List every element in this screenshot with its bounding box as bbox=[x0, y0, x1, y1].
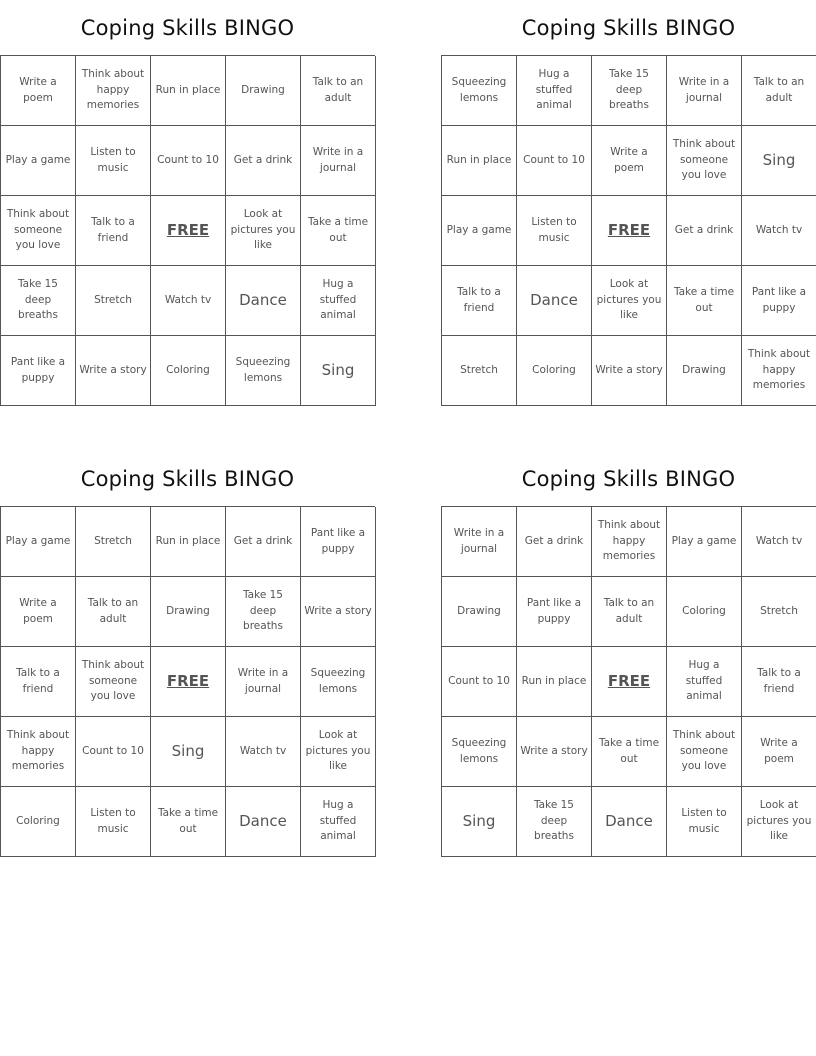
bingo-cell: Count to 10 bbox=[151, 126, 226, 196]
bingo-cell: Think about happy memories bbox=[1, 717, 76, 787]
bingo-cell: Sing bbox=[742, 126, 816, 196]
bingo-cell: Pant like a puppy bbox=[742, 266, 816, 336]
bingo-cell: Get a drink bbox=[517, 507, 592, 577]
bingo-cell: Take a time out bbox=[151, 787, 226, 857]
bingo-cell: Write in a journal bbox=[226, 647, 301, 717]
card-title: Coping Skills BINGO bbox=[80, 16, 295, 40]
bingo-cell: Take a time out bbox=[667, 266, 742, 336]
bingo-cell: Sing bbox=[301, 336, 376, 406]
free-space-cell: FREE bbox=[151, 647, 226, 717]
bingo-cell: Stretch bbox=[442, 336, 517, 406]
bingo-cell: Write a poem bbox=[1, 577, 76, 647]
bingo-card-2 bbox=[441, 0, 816, 406]
bingo-cell: Listen to music bbox=[667, 787, 742, 857]
bingo-cell: Get a drink bbox=[667, 196, 742, 266]
bingo-cell: Stretch bbox=[742, 577, 816, 647]
bingo-cell: Take a time out bbox=[592, 717, 667, 787]
bingo-cell: Take 15 deep breaths bbox=[517, 787, 592, 857]
bingo-cell: Watch tv bbox=[742, 196, 816, 266]
bingo-cell: Sing bbox=[442, 787, 517, 857]
bingo-cell: Stretch bbox=[76, 507, 151, 577]
bingo-card-1 bbox=[0, 0, 375, 406]
bingo-cell: Think about happy memories bbox=[76, 56, 151, 126]
bingo-cell: Take 15 deep breaths bbox=[592, 56, 667, 126]
bingo-cell: Pant like a puppy bbox=[301, 507, 376, 577]
bingo-cell: Pant like a puppy bbox=[1, 336, 76, 406]
bingo-cell: Listen to music bbox=[76, 787, 151, 857]
bingo-cell: Write a poem bbox=[1, 56, 76, 126]
bingo-cell: Think about someone you love bbox=[1, 196, 76, 266]
bingo-cell: Dance bbox=[226, 787, 301, 857]
bingo-grid bbox=[441, 506, 816, 857]
card-title: Coping Skills BINGO bbox=[521, 16, 736, 40]
bingo-card-3 bbox=[0, 451, 375, 857]
bingo-cell: Coloring bbox=[1, 787, 76, 857]
bingo-cell: Dance bbox=[592, 787, 667, 857]
bingo-cell: Play a game bbox=[442, 196, 517, 266]
bingo-cell: Watch tv bbox=[226, 717, 301, 787]
bingo-cell: Think about someone you love bbox=[76, 647, 151, 717]
bingo-cell: Squeezing lemons bbox=[442, 717, 517, 787]
bingo-cell: Count to 10 bbox=[517, 126, 592, 196]
bingo-cell: Write a story bbox=[301, 577, 376, 647]
bingo-cell: Talk to a friend bbox=[76, 196, 151, 266]
bingo-cell: Hug a stuffed animal bbox=[667, 647, 742, 717]
bingo-cell: Listen to music bbox=[76, 126, 151, 196]
bingo-cell: Think about someone you love bbox=[667, 126, 742, 196]
bingo-cell: Squeezing lemons bbox=[442, 56, 517, 126]
bingo-cell: Think about happy memories bbox=[742, 336, 816, 406]
bingo-cell: Talk to an adult bbox=[592, 577, 667, 647]
bingo-cell: Listen to music bbox=[517, 196, 592, 266]
bingo-cell: Write a story bbox=[592, 336, 667, 406]
bingo-cell: Drawing bbox=[226, 56, 301, 126]
bingo-grid bbox=[441, 55, 816, 406]
card-title: Coping Skills BINGO bbox=[80, 467, 295, 491]
bingo-cell: Hug a stuffed animal bbox=[301, 266, 376, 336]
bingo-cell: Sing bbox=[151, 717, 226, 787]
free-space-cell: FREE bbox=[151, 196, 226, 266]
bingo-cell: Look at pictures you like bbox=[301, 717, 376, 787]
bingo-cell: Play a game bbox=[1, 507, 76, 577]
bingo-cell: Drawing bbox=[151, 577, 226, 647]
bingo-cell: Talk to a friend bbox=[1, 647, 76, 717]
bingo-cell: Look at pictures you like bbox=[742, 787, 816, 857]
bingo-cell: Count to 10 bbox=[442, 647, 517, 717]
bingo-cell: Hug a stuffed animal bbox=[301, 787, 376, 857]
bingo-cell: Get a drink bbox=[226, 126, 301, 196]
free-space-cell: FREE bbox=[592, 647, 667, 717]
bingo-cell: Coloring bbox=[151, 336, 226, 406]
bingo-cell: Write a poem bbox=[742, 717, 816, 787]
bingo-cell: Play a game bbox=[1, 126, 76, 196]
bingo-cell: Get a drink bbox=[226, 507, 301, 577]
bingo-grid bbox=[0, 55, 375, 406]
bingo-cell: Talk to an adult bbox=[76, 577, 151, 647]
bingo-cell: Drawing bbox=[667, 336, 742, 406]
bingo-cell: Dance bbox=[226, 266, 301, 336]
bingo-grid bbox=[0, 506, 375, 857]
free-space-cell: FREE bbox=[592, 196, 667, 266]
bingo-cell: Hug a stuffed animal bbox=[517, 56, 592, 126]
bingo-cell: Run in place bbox=[517, 647, 592, 717]
bingo-cell: Pant like a puppy bbox=[517, 577, 592, 647]
card-title: Coping Skills BINGO bbox=[521, 467, 736, 491]
bingo-cell: Talk to a friend bbox=[742, 647, 816, 717]
bingo-cell: Run in place bbox=[442, 126, 517, 196]
bingo-cell: Run in place bbox=[151, 507, 226, 577]
bingo-cell: Think about happy memories bbox=[592, 507, 667, 577]
bingo-cell: Squeezing lemons bbox=[301, 647, 376, 717]
bingo-cell: Watch tv bbox=[742, 507, 816, 577]
bingo-cell: Talk to an adult bbox=[742, 56, 816, 126]
bingo-cell: Drawing bbox=[442, 577, 517, 647]
bingo-cell: Think about someone you love bbox=[667, 717, 742, 787]
bingo-cell: Watch tv bbox=[151, 266, 226, 336]
bingo-cell: Dance bbox=[517, 266, 592, 336]
bingo-cell: Squeezing lemons bbox=[226, 336, 301, 406]
bingo-cell: Run in place bbox=[151, 56, 226, 126]
bingo-cell: Write in a journal bbox=[301, 126, 376, 196]
bingo-cell: Coloring bbox=[517, 336, 592, 406]
bingo-cell: Look at pictures you like bbox=[592, 266, 667, 336]
bingo-cell: Write a story bbox=[76, 336, 151, 406]
bingo-cell: Write a story bbox=[517, 717, 592, 787]
bingo-cell: Take a time out bbox=[301, 196, 376, 266]
bingo-cell: Play a game bbox=[667, 507, 742, 577]
bingo-cell: Count to 10 bbox=[76, 717, 151, 787]
bingo-cell: Take 15 deep breaths bbox=[226, 577, 301, 647]
bingo-cell: Coloring bbox=[667, 577, 742, 647]
bingo-cell: Talk to a friend bbox=[442, 266, 517, 336]
bingo-cell: Take 15 deep breaths bbox=[1, 266, 76, 336]
bingo-cell: Write a poem bbox=[592, 126, 667, 196]
bingo-cell: Write in a journal bbox=[442, 507, 517, 577]
bingo-cell: Look at pictures you like bbox=[226, 196, 301, 266]
bingo-cell: Talk to an adult bbox=[301, 56, 376, 126]
bingo-cell: Stretch bbox=[76, 266, 151, 336]
bingo-cell: Write in a journal bbox=[667, 56, 742, 126]
bingo-card-4 bbox=[441, 451, 816, 857]
